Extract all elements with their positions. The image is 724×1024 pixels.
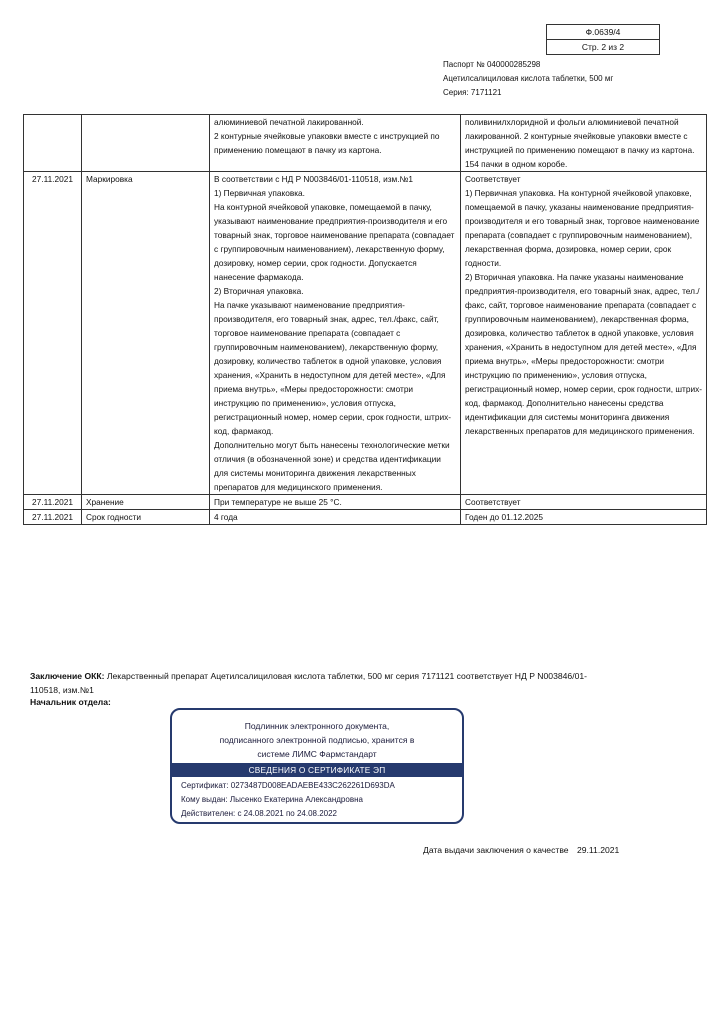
date-cell bbox=[24, 115, 82, 172]
form-code: Ф.0639/4 bbox=[585, 27, 621, 37]
electronic-signature-stamp bbox=[170, 708, 464, 824]
date-cell: 27.11.2021 bbox=[24, 172, 82, 495]
conclusion-label: Заключение ОКК: bbox=[30, 671, 105, 681]
requirement-cell-text: 2) Вторичная упаковка. bbox=[214, 286, 304, 296]
table-row bbox=[24, 510, 707, 525]
requirement-cell-text: 1) Первичная упаковка. bbox=[214, 188, 305, 198]
stamp-certificate-band: СВЕДЕНИЯ О СЕРТИФИКАТЕ ЭП bbox=[172, 763, 462, 777]
requirement-cell bbox=[210, 510, 461, 525]
stamp-line-1: Подлинник электронного документа, bbox=[244, 721, 390, 731]
result-cell bbox=[461, 495, 707, 510]
table-row bbox=[24, 495, 707, 510]
requirement-cell-text: алюминиевой печатной лакированной. bbox=[214, 117, 364, 127]
issue-date bbox=[423, 845, 619, 855]
indicator-cell: Хранение bbox=[82, 495, 210, 510]
page-number: Стр. 2 из 2 bbox=[547, 39, 659, 54]
requirement-cell-text: На пачке указывают наименование предприятия-производителя, его товарный знак, адрес, тел./факс, сайт, торговое наименование препарата (совпадает с группировочным наименованием), лекарственную форму, дозировку, количество таблеток в одной упаковке, условия хранения, «Хранить в недоступном для детей месте», «Для приема внутрь», «Меры предосторожности: смотри инструкцию по применению», условия отпуска, регистрационный номер, номер серии, срок годности, штрих-код, фармакод. bbox=[214, 300, 451, 436]
product-name: Ацетилсалициловая кислота таблетки, 500 мг bbox=[443, 74, 614, 83]
stamp-line-2: подписанного электронной подписью, хранится в bbox=[219, 735, 415, 745]
series-number: Серия: 7171121 bbox=[443, 88, 502, 97]
conclusion-text: Лекарственный препарат Ацетилсалициловая кислота таблетки, 500 мг серия 7171121 соответствует НД Р N003846/01-110518, изм.№1 bbox=[30, 671, 588, 695]
result-cell-text: 1) Первичная упаковка. На контурной ячейковой упаковке, помещаемой в пачку, указаны наименование предприятия-производителя и его товарный знак, торговое наименование препарата (совпадает с группировочным наименованием), лекарственная форма, дозировка, номер серии, срок годности. bbox=[465, 188, 700, 268]
requirement-cell bbox=[210, 115, 461, 172]
form-code-box bbox=[546, 24, 660, 55]
date-cell: 27.11.2021 bbox=[24, 510, 82, 525]
quality-table bbox=[23, 114, 707, 525]
requirement-cell bbox=[210, 495, 461, 510]
requirement-cell-text: 2 контурные ячейковые упаковки вместе с инструкцией по применению помещают в пачку из картона. bbox=[214, 131, 440, 155]
requirement-cell-text: В соответствии с НД Р N003846/01-110518, изм.№1 bbox=[214, 174, 414, 184]
date-cell: 27.11.2021 bbox=[24, 495, 82, 510]
result-cell bbox=[461, 172, 707, 495]
head-of-department: Начальник отдела: bbox=[30, 697, 111, 707]
requirement-cell-text: При температуре не выше 25 °С. bbox=[214, 497, 342, 507]
stamp-line-3: системе ЛИМС Фармстандарт bbox=[257, 749, 377, 759]
result-cell bbox=[461, 510, 707, 525]
requirement-cell bbox=[210, 172, 461, 495]
result-cell-text: 2) Вторичная упаковка. На пачке указаны наименование предприятия-производителя, его товарный знак, адрес, тел./факс, сайт, торговое наименование препарата (совпадает с группировочным наименованием), лекарственная форма, дозировка, количество таблеток в одной упаковке, условия хранения, «Хранить в недоступном для детей месте», «Для приема внутрь», «Меры предосторожности: смотри инструкцию по применению», условия отпуска, регистрационный номер, номер серии, срок годности, штрих-код, фармакод. Дополнительно нанесены средства идентификации для системы мониторинга движения лекарственных препаратов для медицинского применения. bbox=[465, 272, 702, 436]
issue-date-label: Дата выдачи заключения о качестве bbox=[423, 845, 569, 855]
issue-date-value: 29.11.2021 bbox=[576, 845, 620, 855]
requirement-cell-text: 4 года bbox=[214, 512, 238, 522]
conclusion bbox=[30, 669, 610, 697]
stamp-valid: Действителен: с 24.08.2021 по 24.08.2022 bbox=[181, 809, 337, 818]
result-cell-text: поливинилхлоридной и фольги алюминиевой печатной лакированной. 2 контурные ячейковые упаковки вместе с инструкцией по применению помещают в пачку из картона. 154 пачки в одном коробе. bbox=[465, 117, 695, 169]
indicator-cell: Маркировка bbox=[82, 172, 210, 495]
stamp-issued-to: Кому выдан: Лысенко Екатерина Александровна bbox=[181, 795, 363, 804]
passport-number: Паспорт № 040000285298 bbox=[443, 60, 541, 69]
stamp-certificate: Сертификат: 0273487D008EADAEBE433C262261D693DA bbox=[181, 781, 395, 790]
passport-header bbox=[443, 58, 613, 100]
result-cell bbox=[461, 115, 707, 172]
table-row bbox=[24, 172, 707, 495]
indicator-cell bbox=[82, 115, 210, 172]
table-row bbox=[24, 115, 707, 172]
result-cell-text: Годен до 01.12.2025 bbox=[465, 512, 543, 522]
requirement-cell-text: На контурной ячейковой упаковке, помещаемой в пачку, указывают наименование предприятия-производителя и его товарный знак, торговое наименование препарата (совпадает с группировочным наименованием), лекарственную форму, дозировку, номер серии, срок годности. Допускается нанесение фармакода. bbox=[214, 202, 455, 282]
result-cell-text: Соответствует bbox=[465, 174, 521, 184]
requirement-cell-text: Дополнительно могут быть нанесены технологические метки отличия (в обозначенной зоне) и средства идентификации для системы мониторинга движения лекарственных препаратов для медицинского применения. bbox=[214, 440, 450, 492]
indicator-cell: Срок годности bbox=[82, 510, 210, 525]
result-cell-text: Соответствует bbox=[465, 497, 521, 507]
